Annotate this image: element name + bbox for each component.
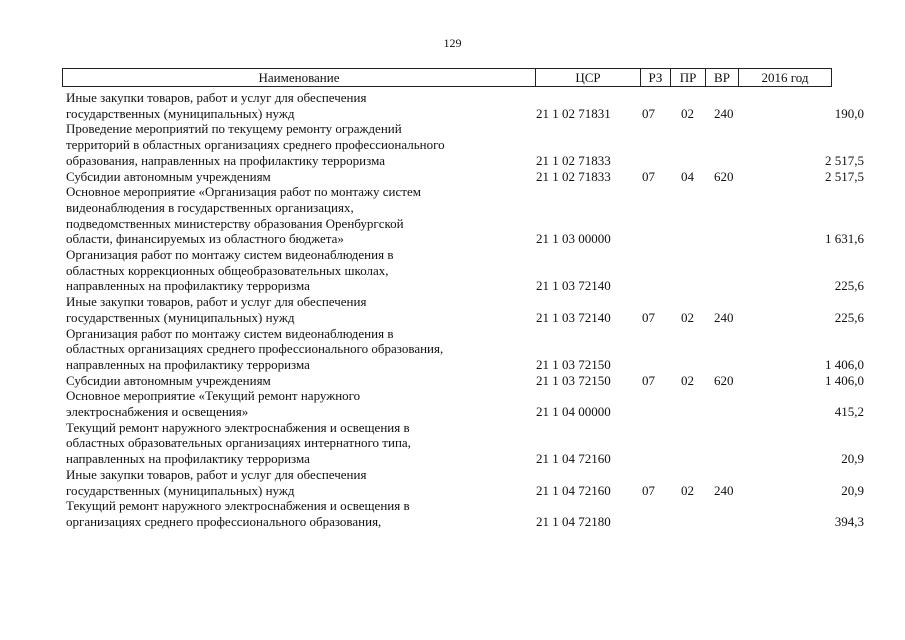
table-row [62, 247, 882, 294]
row-csr: 21 1 03 72140 [536, 309, 611, 325]
row-name-line: государственных (муниципальных) нужд [66, 105, 295, 121]
row-amount: 415,2 [834, 404, 864, 420]
row-name-line: областных коррекционных общеобразовательных школах, [66, 262, 389, 278]
row-amount: 190,0 [834, 105, 864, 121]
row-pr: 02 [681, 372, 694, 388]
row-amount: 2 517,5 [825, 152, 864, 168]
column-header-vr: ВР [706, 69, 739, 86]
row-name-line: электроснабжения и освещения» [66, 404, 249, 420]
row-name [62, 247, 521, 294]
row-amount: 2 517,5 [825, 168, 864, 184]
table-header [62, 68, 832, 87]
row-name-line: территорий в областных организациях среднего профессионального [66, 137, 445, 153]
row-vr: 240 [714, 309, 734, 325]
column-header-csr: ЦСР [536, 69, 641, 86]
row-csr: 21 1 03 72150 [536, 372, 611, 388]
row-name-line: Основное мероприятие «Текущий ремонт наружного [66, 388, 361, 404]
table-row [62, 90, 882, 121]
row-name-line: направленных на профилактику терроризма [66, 451, 310, 467]
row-name-line: Организация работ по монтажу систем видеонаблюдения в [66, 325, 394, 341]
row-csr: 21 1 04 72160 [536, 451, 611, 467]
row-csr: 21 1 04 00000 [536, 404, 611, 420]
table-row [62, 498, 882, 529]
row-amount: 20,9 [841, 482, 864, 498]
row-name-line: Основное мероприятие «Организация работ по монтажу систем [66, 184, 421, 200]
row-pr: 02 [681, 309, 694, 325]
row-pr: 02 [681, 105, 694, 121]
row-name-line: Иные закупки товаров, работ и услуг для обеспечения [66, 466, 367, 482]
column-header-rz: РЗ [641, 69, 671, 86]
row-name-line: Текущий ремонт наружного электроснабжения и освещения в [66, 419, 410, 435]
row-csr: 21 1 02 71833 [536, 168, 611, 184]
row-name-line: Организация работ по монтажу систем видеонаблюдения в [66, 247, 394, 263]
table-row [62, 169, 882, 185]
row-name [62, 326, 521, 373]
row-amount: 225,6 [834, 309, 864, 325]
row-rz: 07 [642, 309, 655, 325]
row-name-line: Иные закупки товаров, работ и услуг для обеспечения [66, 294, 367, 310]
column-header-name: Наименование [63, 69, 536, 86]
row-name-line: направленных на профилактику терроризма [66, 356, 310, 372]
row-name-line: государственных (муниципальных) нужд [66, 482, 295, 498]
column-header-pr: ПР [671, 69, 706, 86]
row-csr: 21 1 02 71833 [536, 152, 611, 168]
table-row [62, 420, 882, 467]
table-body [62, 90, 882, 530]
row-csr: 21 1 04 72180 [536, 513, 611, 529]
row-name-line: Текущий ремонт наружного электроснабжения и освещения в [66, 498, 410, 514]
table-row [62, 326, 882, 373]
row-name-line: Субсидии автономным учреждениям [66, 168, 271, 184]
row-csr: 21 1 03 72150 [536, 356, 611, 372]
table-row [62, 388, 882, 419]
table-row [62, 184, 882, 247]
row-name-line: видеонаблюдения в государственных организациях, [66, 199, 354, 215]
row-name [62, 498, 521, 529]
row-amount: 225,6 [834, 278, 864, 294]
row-csr: 21 1 02 71831 [536, 105, 611, 121]
row-rz: 07 [642, 482, 655, 498]
row-name-line: образования, направленных на профилактику терроризма [66, 152, 385, 168]
column-header-year: 2016 год [761, 69, 809, 85]
row-name-line: организациях среднего профессионального образования, [66, 513, 382, 529]
row-name [62, 169, 521, 185]
row-rz: 07 [642, 168, 655, 184]
row-name [62, 294, 521, 325]
table-row [62, 373, 882, 389]
row-rz: 07 [642, 105, 655, 121]
row-amount: 1 406,0 [825, 372, 864, 388]
row-name-line: подведомственных министерству образования Оренбургской [66, 215, 404, 231]
row-name-line: Субсидии автономным учреждениям [66, 372, 271, 388]
row-amount: 1 406,0 [825, 356, 864, 372]
row-name-line: областных организациях среднего профессионального образования, [66, 341, 444, 357]
table-row [62, 467, 882, 498]
row-vr: 620 [714, 168, 734, 184]
row-csr: 21 1 03 00000 [536, 231, 611, 247]
row-pr: 04 [681, 168, 694, 184]
row-name [62, 90, 521, 121]
row-amount: 1 631,6 [825, 231, 864, 247]
row-name-line: Иные закупки товаров, работ и услуг для обеспечения [66, 90, 367, 105]
row-vr: 240 [714, 105, 734, 121]
row-name [62, 388, 521, 419]
row-name [62, 184, 521, 247]
row-name-line: государственных (муниципальных) нужд [66, 309, 295, 325]
row-vr: 240 [714, 482, 734, 498]
row-pr: 02 [681, 482, 694, 498]
row-rz: 07 [642, 372, 655, 388]
table-row [62, 121, 882, 168]
row-name-line: направленных на профилактику терроризма [66, 278, 310, 294]
page-number: 129 [443, 36, 462, 50]
row-vr: 620 [714, 372, 734, 388]
row-name [62, 467, 521, 498]
row-csr: 21 1 04 72160 [536, 482, 611, 498]
row-amount: 394,3 [834, 513, 864, 529]
row-name-line: областных образовательных организациях интернатного типа, [66, 435, 411, 451]
row-name-line: области, финансируемых из областного бюджета» [66, 231, 344, 247]
row-name [62, 373, 521, 389]
row-name-line: Проведение мероприятий по текущему ремонту ограждений [66, 121, 402, 137]
table-row [62, 294, 882, 325]
row-csr: 21 1 03 72140 [536, 278, 611, 294]
row-amount: 20,9 [841, 451, 864, 467]
row-name [62, 121, 521, 168]
row-name [62, 420, 521, 467]
